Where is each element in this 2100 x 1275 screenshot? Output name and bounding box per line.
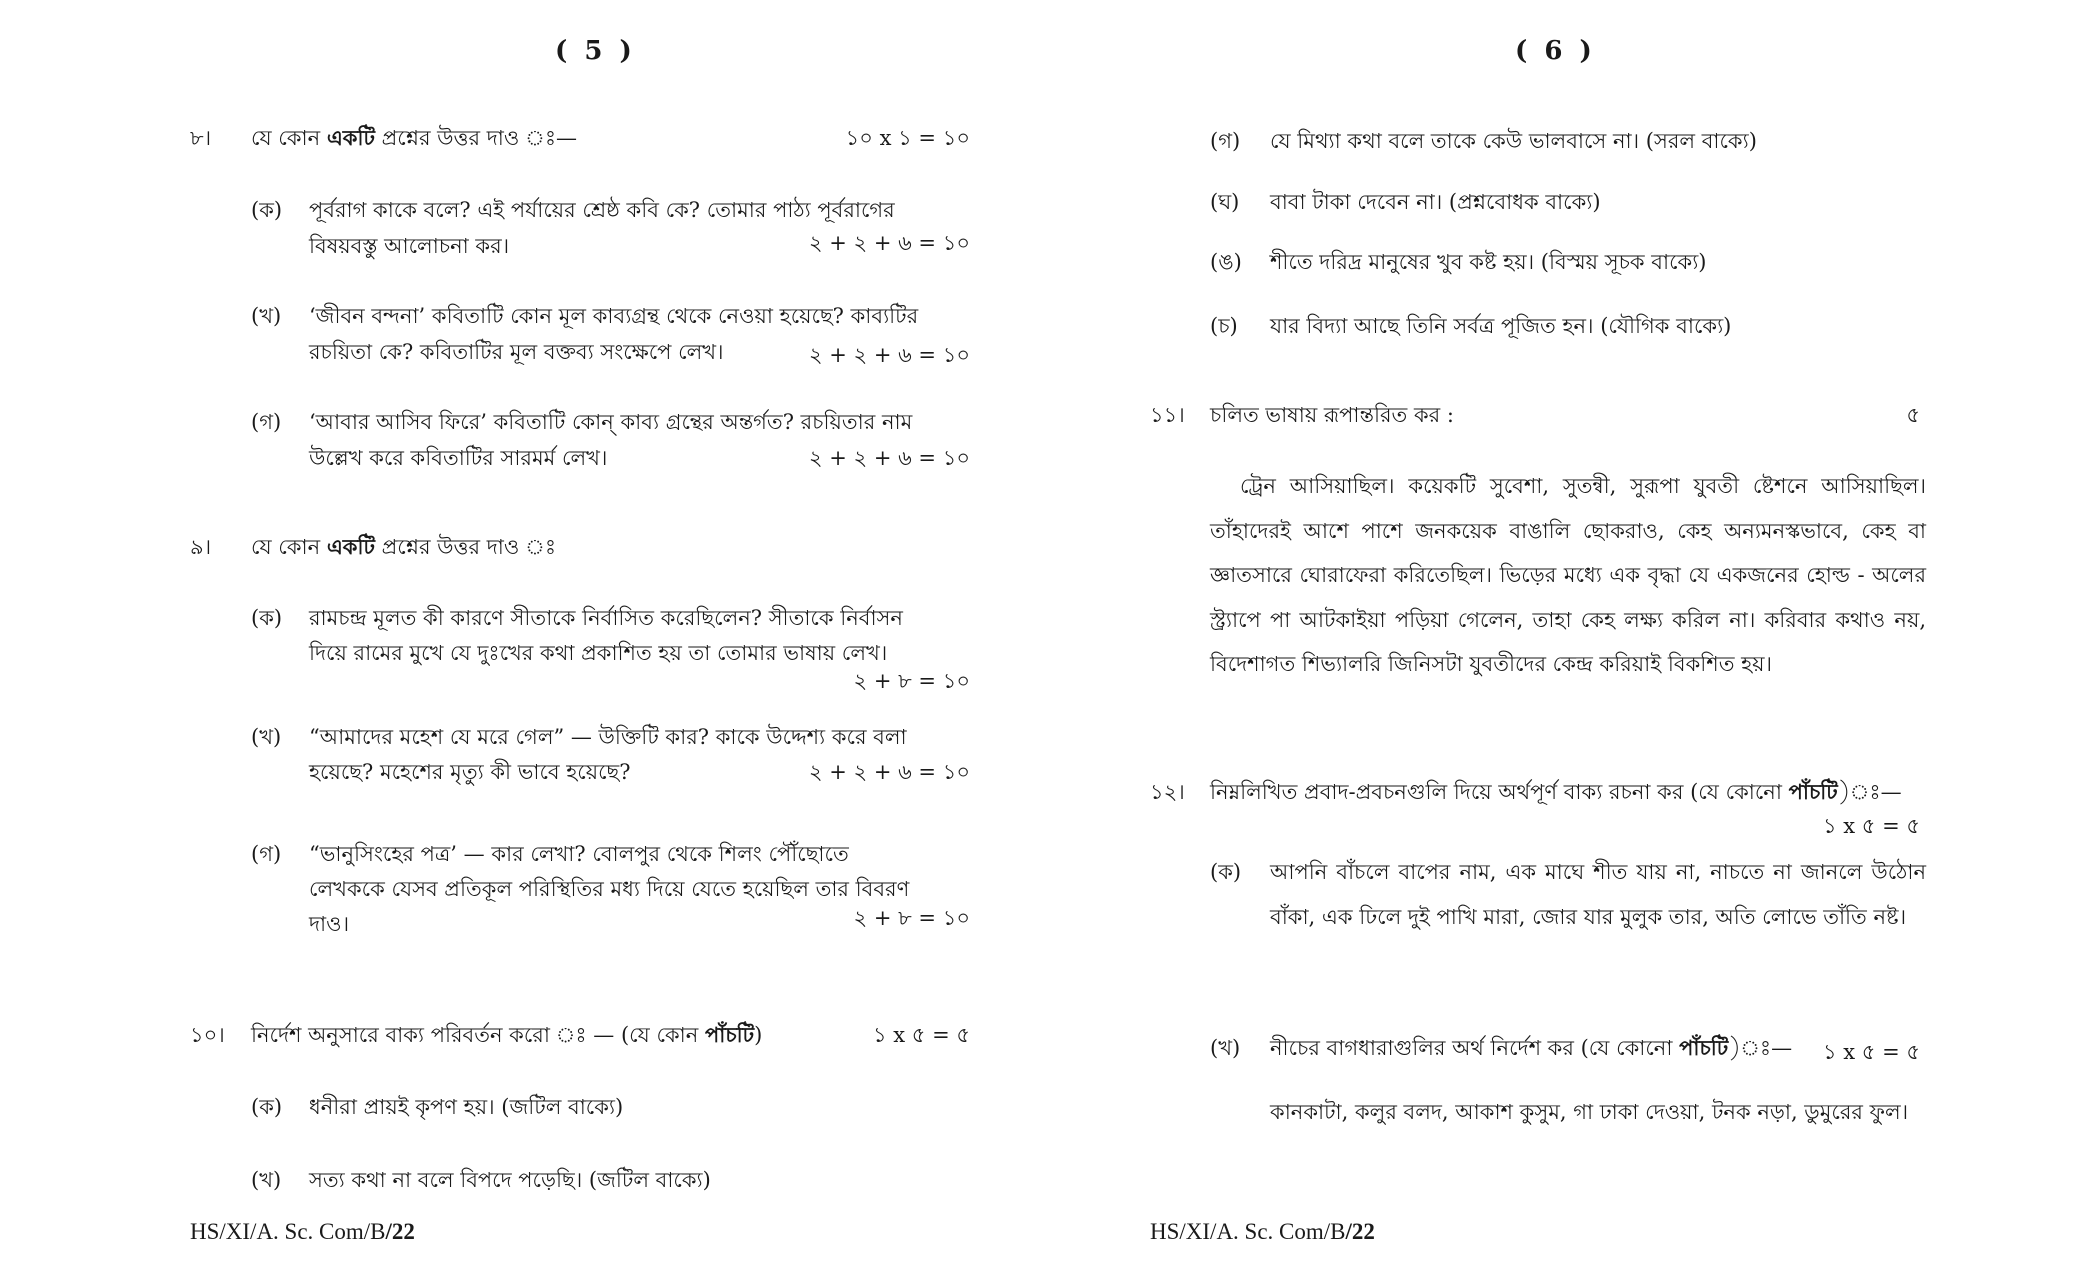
page-6 <box>1050 0 2100 1275</box>
question-number: ৯। <box>190 535 212 559</box>
option-text: পূর্বরাগ কাকে বলে? এই পর্যায়ের শ্রেষ্ঠ কবি কে? তোমার পাঠ্য পূর্বরাগের <box>309 198 895 222</box>
option-text: রচয়িতা কে? কবিতাটির মূল বক্তব্য সংক্ষেপে লেখ। <box>309 340 724 364</box>
option-label: (ক) <box>1210 860 1242 884</box>
marks: ৫ <box>1906 403 1920 427</box>
question-heading: নির্দেশ অনুসারে বাক্য পরিবর্তন করো ঃ — (যে কোন পাঁচটি) <box>251 1022 763 1047</box>
option-text: হয়েছে? মহেশের মৃত্যু কী ভাবে হয়েছে? <box>309 760 631 784</box>
option-label: (ক) <box>251 606 283 630</box>
option-text: রামচন্দ্র মূলত কী কারণে সীতাকে নির্বাসিত করেছিলেন? সীতাকে নির্বাসন <box>309 606 903 630</box>
option-text: ‘আবার আসিব ফিরে’ কবিতাটি কোন্ কাব্য গ্রন্থের অন্তর্গত? রচয়িতার নাম <box>309 410 913 434</box>
question-number: ১২। <box>1150 780 1185 804</box>
marks: ২ + ২ + ৬ = ১০ <box>808 231 970 255</box>
option-text: কানকাটা, কলুর বলদ, আকাশ কুসুম, গা ঢাকা দেওয়া, টনক নড়া, ডুমুরের ফুল। <box>1270 1100 1909 1124</box>
option-text: বাবা টাকা দেবেন না। (প্রশ্নবোধক বাক্যে) <box>1270 190 1601 214</box>
marks: ১ x ৫ = ৫ <box>1822 1040 1920 1064</box>
option-text: লেখককে যেসব প্রতিকূল পরিস্থিতির মধ্য দিয়ে যেতে হয়েছিল তার বিবরণ <box>309 877 910 901</box>
option-label: (খ) <box>251 725 282 749</box>
option-text: দিয়ে রামের মুখে যে দুঃখের কথা প্রকাশিত হয় তা তোমার ভাষায় লেখ। <box>309 641 888 665</box>
question-heading: যে কোন একটি প্রশ্নের উত্তর দাও ঃ— <box>251 125 578 150</box>
option-text: আপনি বাঁচলে বাপের নাম, এক মাঘে শীত যায় না, নাচতে না জানলে উঠোন বাঁকা, এক ঢিলে দুই পাখি মারা, জোর যার মুলুক তার, অতি লোভে তাঁতি নষ্ট। <box>1270 860 1926 929</box>
marks: ২ + ২ + ৬ = ১০ <box>808 760 970 784</box>
option-label: (গ) <box>1210 129 1241 153</box>
marks: ২ + ২ + ৬ = ১০ <box>808 446 970 470</box>
option-text: শীতে দরিদ্র মানুষের খুব কষ্ট হয়। (বিস্ময় সূচক বাক্যে) <box>1270 250 1707 274</box>
option-text: নীচের বাগধারাগুলির অর্থ নির্দেশ কর (যে কোনো পাঁচটি)ঃ— <box>1270 1035 1793 1060</box>
question-heading: যে কোন একটি প্রশ্নের উত্তর দাও ঃ <box>251 534 557 559</box>
marks: ১ x ৫ = ৫ <box>1822 814 1920 838</box>
option-label: (ক) <box>251 198 283 222</box>
marks: ১ x ৫ = ৫ <box>872 1023 970 1047</box>
option-text: উল্লেখ করে কবিতাটির সারমর্ম লেখ। <box>309 446 608 470</box>
option-label: (খ) <box>251 1168 282 1192</box>
option-text: “আমাদের মহেশ যে মরে গেল” — উক্তিটি কার? কাকে উদ্দেশ্য করে বলা <box>309 725 907 749</box>
option-label: (ঘ) <box>1210 190 1240 214</box>
option-text: দাও। <box>309 912 350 936</box>
option-label: (গ) <box>251 842 282 866</box>
page-number: ( 5 ) <box>555 36 636 66</box>
option-text: যার বিদ্যা আছে তিনি সর্বত্র পূজিত হন। (যৌগিক বাক্যে) <box>1270 314 1732 338</box>
question-heading: নিম্নলিখিত প্রবাদ-প্রবচনগুলি দিয়ে অর্থপূর্ণ বাক্য রচনা কর (যে কোনো পাঁচটি)ঃ— <box>1210 779 1902 804</box>
marks: ২ + ৮ = ১০ <box>853 669 970 693</box>
option-label: (খ) <box>1210 1036 1241 1060</box>
passage: ট্রেন আসিয়াছিল। কয়েকটি সুবেশা, সুতন্বী, সুরূপা যুবতী ষ্টেশনে আসিয়াছিল। তাঁহাদেরই আশে পাশে জনকয়েক বাঙালি ছোকরাও, কেহ অন্যমনস্কভাবে, কেহ বা জ্ঞাতসারে ঘোরাফেরা করিতেছিল। ভিড়ের মধ্যে এক বৃদ্ধা যে একজনের হোল্ড - অলের স্ট্র্যাপে পা আটকাইয়া পড়িয়া গেলেন, তাহা কেহ লক্ষ্য করিল না। করিবার কথাও নয়, বিদেশাগত শিভ্যালরি জিনিসটা যুবতীদের কেন্দ্র করিয়াই বিকশিত হয়। <box>1210 474 1926 676</box>
option-text: সত্য কথা না বলে বিপদে পড়েছি। (জটিল বাক্যে) <box>309 1168 711 1192</box>
marks: ২ + ২ + ৬ = ১০ <box>808 343 970 367</box>
option-label: (খ) <box>251 304 282 328</box>
option-text: ধনীরা প্রায়ই কৃপণ হয়। (জটিল বাক্যে) <box>309 1095 624 1119</box>
option-label: (চ) <box>1210 314 1238 338</box>
marks: ১০ x ১ = ১০ <box>845 126 970 150</box>
option-text: “ভানুসিংহের পত্র’ — কার লেখা? বোলপুর থেকে শিলং পৌঁছোতে <box>309 842 849 866</box>
footer-code: HS/XI/A. Sc. Com/B/22 <box>190 1219 415 1244</box>
question-number: ৮। <box>190 126 212 150</box>
option-label: (ঙ) <box>1210 250 1242 274</box>
option-text: বিষয়বস্তু আলোচনা কর। <box>309 234 510 258</box>
question-number: ১০। <box>190 1023 225 1047</box>
question-number: ১১। <box>1150 403 1185 427</box>
option-text: ‘জীবন বন্দনা’ কবিতাটি কোন মূল কাব্যগ্রন্থ থেকে নেওয়া হয়েছে? কাব্যটির <box>309 304 919 328</box>
option-label: (ক) <box>251 1095 283 1119</box>
footer-code: HS/XI/A. Sc. Com/B/22 <box>1150 1219 1375 1244</box>
option-label: (গ) <box>251 410 282 434</box>
marks: ২ + ৮ = ১০ <box>853 906 970 930</box>
page-number: ( 6 ) <box>1515 36 1596 66</box>
option-text: যে মিথ্যা কথা বলে তাকে কেউ ভালবাসে না। (সরল বাক্যে) <box>1270 129 1757 153</box>
question-heading: চলিত ভাষায় রূপান্তরিত কর : <box>1210 403 1454 427</box>
